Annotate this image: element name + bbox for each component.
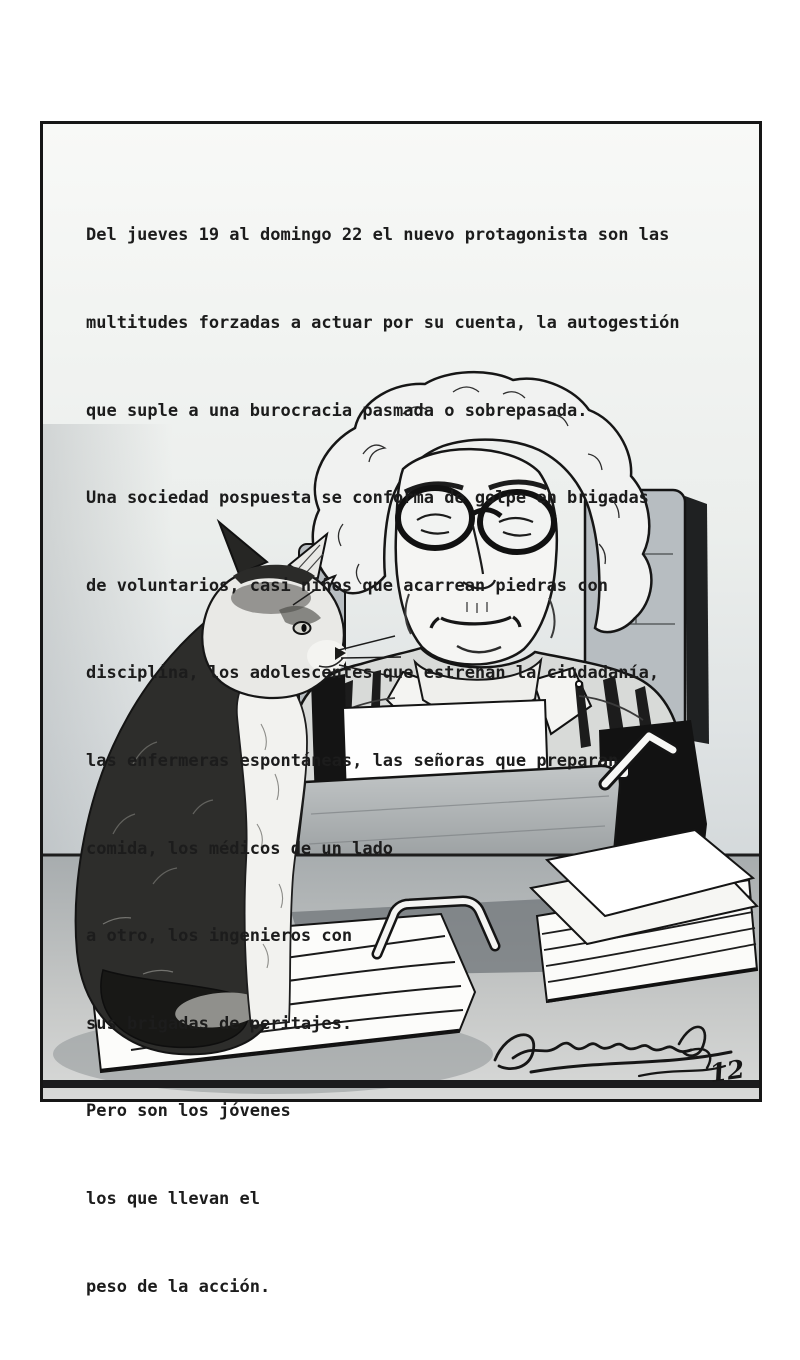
caption-line: a otro, los ingenieros con [86,926,353,947]
signature-year: 12 [707,1054,747,1088]
comic-panel [40,121,762,1297]
caption-line: las enfermeras espontáneas, las señoras que preparan [86,750,619,771]
caption-text [86,163,680,1360]
caption-line: sus brigadas de peritajes. [86,1013,353,1034]
caption-line: disciplina, los adolescentes que estrenan la ciudadanía, [86,663,660,684]
caption-line: peso de la acción. [86,1276,271,1297]
caption-line: de voluntarios, casi niños que acarrean piedras con [86,575,608,596]
caption-line: Del jueves 19 al domingo 22 el nuevo protagonista son las [86,225,670,246]
caption-line: que suple a una burocracia pasmada o sobrepasada. [86,400,588,421]
caption-line: los que llevan el [86,1188,260,1209]
caption-line: multitudes forzadas a actuar por su cuenta, la autogestión [86,313,680,333]
caption-line: Pero son los jóvenes [86,1101,291,1122]
caption-line: Una sociedad pospuesta se conforma de golpe en brigadas [86,488,649,509]
caption-line: comida, los médicos de un lado [86,838,394,859]
